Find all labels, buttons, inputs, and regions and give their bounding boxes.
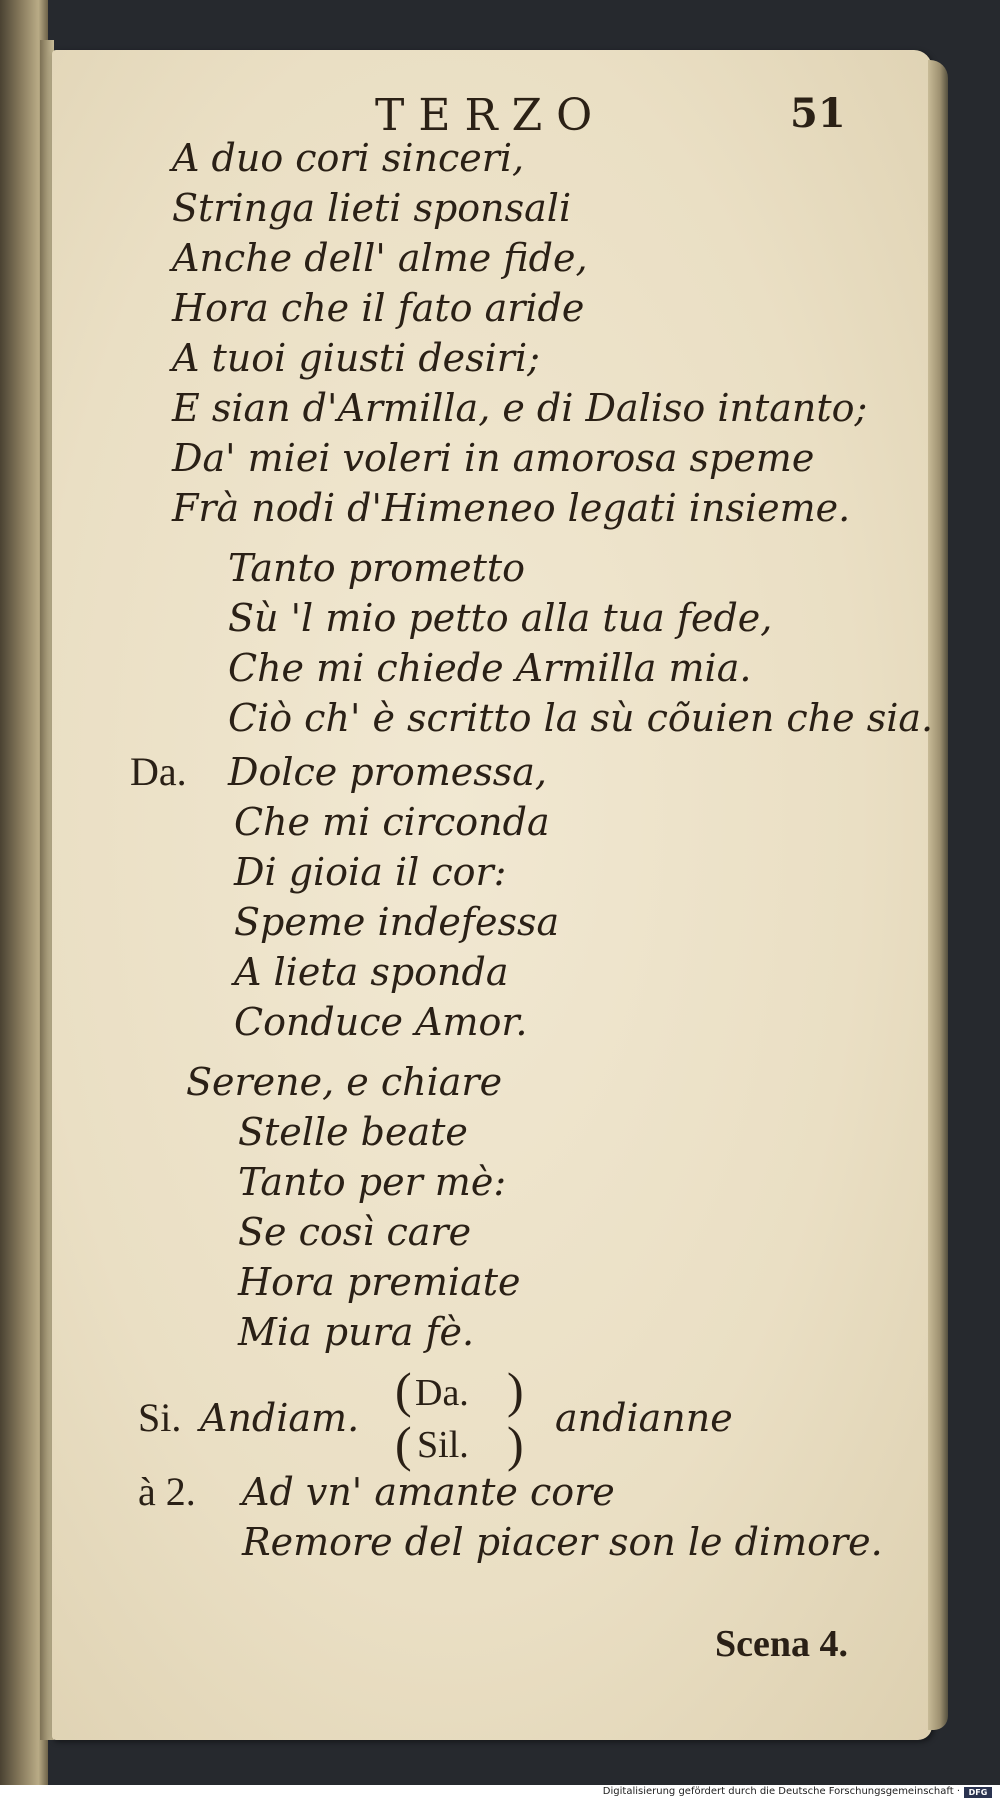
- bracket-lower-speaker: Sil.: [417, 1424, 469, 1466]
- verse-line-25: Andiam.: [200, 1396, 360, 1440]
- bracket-close-lower: ): [507, 1416, 524, 1472]
- verse-line-11: Che mi chiede Armilla mia.: [228, 646, 752, 690]
- speaker-bracket: [395, 1362, 530, 1472]
- speaker-da: Da.: [130, 749, 187, 794]
- verse-line-26: andianne: [555, 1396, 733, 1440]
- verse-line-12: Ciò ch' è scritto la sù cõuien che sia.: [228, 696, 934, 740]
- verse-line-7: Da' miei voleri in amorosa speme: [172, 436, 815, 480]
- verse-line-13: Dolce promessa,: [228, 750, 547, 794]
- verse-line-19: Serene, e chiare: [186, 1060, 503, 1104]
- verse-line-8: Frà nodi d'Himeneo legati insieme.: [172, 486, 851, 530]
- bracket-close-upper: ): [507, 1362, 524, 1418]
- verse-line-21: Tanto per mè:: [238, 1160, 507, 1204]
- verse-line-10: Sù 'l mio petto alla tua fede,: [228, 596, 773, 640]
- running-title: TERZO: [375, 90, 607, 141]
- verse-line-16: Speme indefessa: [234, 900, 560, 944]
- verse-line-18: Conduce Amor.: [234, 1000, 528, 1044]
- verse-line-3: Anche dell' alme fide,: [172, 236, 588, 280]
- verse-line-22: Se così care: [238, 1210, 472, 1254]
- bracket-upper-speaker: Da.: [415, 1372, 469, 1414]
- verse-line-20: Stelle beate: [238, 1110, 468, 1154]
- footer-credit: Digitalisierung gefördert durch die Deutsche Forschungsgemeinschaft ·: [602, 1786, 960, 1797]
- verse-line-17: A lieta sponda: [234, 950, 509, 994]
- verse-line-6: E sian d'Armilla, e di Daliso intanto;: [172, 386, 868, 430]
- catchword: Scena 4.: [715, 1623, 848, 1665]
- verse-line-24: Mia pura fè.: [238, 1310, 475, 1354]
- verse-line-15: Di gioia il cor:: [234, 850, 507, 894]
- page-number: 51: [790, 90, 846, 137]
- verse-line-2: Stringa lieti sponsali: [172, 186, 572, 230]
- verse-line-14: Che mi circonda: [234, 800, 550, 844]
- speaker-a2: à 2.: [138, 1469, 196, 1514]
- verse-line-1: A duo cori sinceri,: [172, 136, 525, 180]
- bracket-open-upper: (: [395, 1362, 412, 1418]
- verse-line-23: Hora premiate: [238, 1260, 521, 1304]
- speaker-si: Si.: [138, 1395, 182, 1440]
- page-edge: [928, 60, 948, 1730]
- verse-line-4: Hora che il fato aride: [172, 286, 585, 330]
- verse-line-5: A tuoi giusti desiri;: [172, 336, 540, 380]
- bracket-open-lower: (: [395, 1416, 412, 1472]
- dfg-logo: DFG: [964, 1787, 992, 1798]
- verse-line-27: Ad vn' amante core: [242, 1470, 615, 1514]
- verse-line-28: Remore del piacer son le dimore.: [242, 1520, 883, 1564]
- verse-line-9: Tanto prometto: [228, 546, 526, 590]
